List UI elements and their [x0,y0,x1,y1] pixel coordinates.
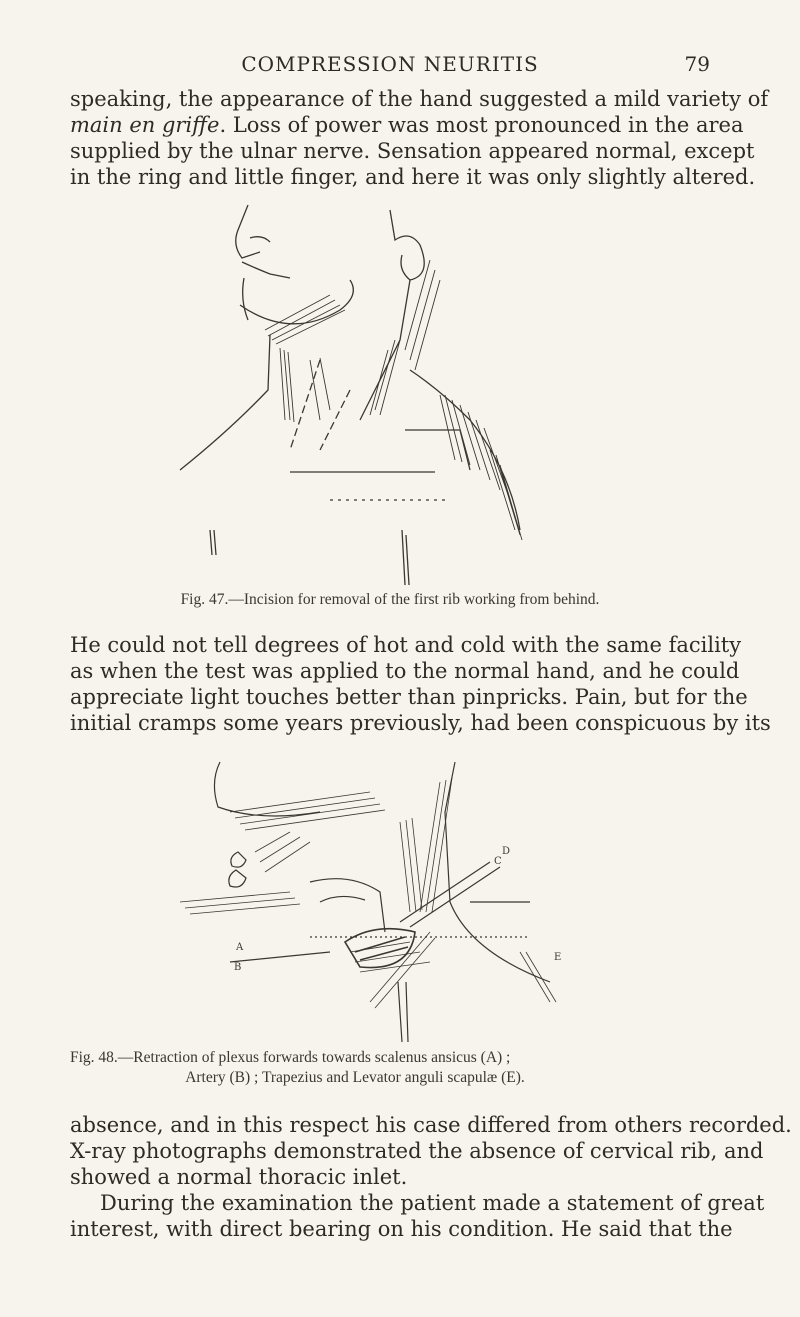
text-line [70,112,744,138]
figure-label-d: D [502,846,511,857]
text-line: absence, and in this respect his case differed from others recorded. [70,1113,792,1137]
text-line: speaking, the appearance of the hand suggested a mild variety of [70,87,769,111]
caption-line: Artery (B) ; Trapezius and Levator anguli scapulæ (E). [185,1069,525,1086]
head-outline [236,205,260,258]
text-line: showed a normal thoracic inlet. [70,1165,408,1189]
paragraph-1 [70,86,769,190]
text-fragment: . Loss of power was most pronounced in the area [219,113,744,137]
italic-phrase: main en griffe [70,113,220,137]
figure-47-caption [70,590,710,610]
running-title: COMPRESSION NEURITIS [241,52,539,76]
text-line: interest, with direct bearing on his condition. He said that the [70,1217,733,1241]
caption-text: —Incision for removal of the first rib working from behind. [228,591,600,608]
text-line: in the ring and little finger, and here it was only slightly altered. [70,165,756,189]
text-line: initial cramps some years previously, had been conspicuous by its [70,711,771,735]
page-number: 79 [684,52,710,76]
figure-label-e: E [554,952,562,963]
text-line: X-ray photographs demonstrated the absence of cervical rib, and [70,1139,764,1163]
caption-line: Fig. 48.—Retraction of plexus forwards towards scalenus ansicus (A) ; [70,1049,511,1066]
text-line: During the examination the patient made a statement of great [100,1191,765,1215]
figure-48-illustration [170,752,610,1042]
text-line: appreciate light touches better than pinpricks. Pain, but for the [70,685,748,709]
figure-48-caption [70,1048,710,1088]
figure-label-c: C [494,856,502,867]
running-header [70,50,710,80]
shoulder-contour [240,280,353,324]
neck-outline [390,210,424,280]
trapezius-edge [445,762,550,982]
paragraph-2 [70,632,771,736]
text-line: as when the test was applied to the normal hand, and he could [70,659,740,683]
figure-label-a: A [236,942,244,953]
text-line: He could not tell degrees of hot and cold with the same facility [70,633,742,657]
figure-label-b: B [234,962,242,973]
text-line: supplied by the ulnar nerve. Sensation appeared normal, except [70,139,755,163]
figure-47-illustration [170,190,610,590]
caption-label: Fig. 47. [180,591,229,608]
paragraph-3 [70,1112,792,1242]
